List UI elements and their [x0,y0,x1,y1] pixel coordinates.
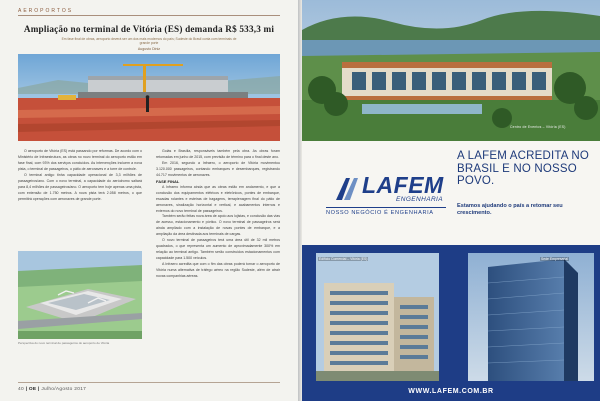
paragraph: A Infraero informa ainda que as obras estão em andamento, e que a conclusão dos equipamentos elétricos e eletrônicos, pontes de embarque, escadas rolantes e esteiras de bagagens, terraplenagem final do pátio de aeronaves, sinalização horizontal e vertical, e acabamentos internos e externos do novo terminal de passageiros. [156,184,280,213]
paragraph: O novo terminal de passageiros terá uma área útil de 32 mil metros quadrados, o que representa um aumento de aproximadamente 300% em relação ao terminal antigo. Também serão construídos estacionamentos com capacidade para 1.500 veículos. [156,238,280,261]
photo-caption: Centro de Eventos – Vitória (ES) [510,125,566,129]
page-number: 40 [18,387,24,392]
article-page [0,0,298,401]
article-column-1 [18,149,142,244]
section-label: AEROPORTOS [18,8,74,14]
paragraph: A Infraero acredita que com o fim das obras poderá tornar o aeroporto de Vitória numa alternativa de tráfego aéreo na região Sudeste, além de atrair novas companhias aéreas. [156,262,280,279]
image-caption: Perspectiva do novo terminal de passageiros do aeroporto de Vitória [18,341,110,345]
office-building-photo [316,253,439,381]
website-link[interactable]: WWW.LAFEM.COM.BR [408,388,494,395]
advertisement-page [302,0,600,401]
article-column-2 [156,149,280,389]
column-subhead: FASE FINAL [156,178,180,184]
article-headline: Ampliação no terminal de Vitória (ES) demanda R$ 533,3 mi [23,24,275,34]
paragraph: O terminal antigo tinha capacidade operacional de 3,3 milhões de passageiros/ano. Com o novo terminal, a capacidade do aeródromo saltará para 8,4 milhões de passageiros/ano. O aeroporto tem hoje apenas uma pista, com extensão de 1.750 metros. A nova pista terá 2.058 metros, o que permitirá operações com aeronaves de grande porte. [18,172,142,201]
paragraph: Também serão feitas nova área de apoio aos lojistas, e conclusão das vias de acesso, estacionamento e pórtico. O novo terminal de passageiros será ainda ampliado com a instalação de novas pontes de embarque, e a ampliação da área destinada aos terminais de cargas. [156,214,280,237]
photo-caption: Edifício Comercial – Vitória (ES) [319,257,368,261]
page-footer: 40 | OE | Julho/Agosto 2017 [18,387,87,392]
paragraph: Goiás e Brasília, responsáveis também pela obra. As obras foram retomadas em junho de 2015, com previsão de término para o final deste ano. [156,149,280,159]
lafem-logo-icon [332,174,362,204]
ad-headline: A LAFEM ACREDITA NO BRASIL E NO NOSSO POVO. [457,150,590,187]
terminal-render-image [18,251,142,339]
footer-rule [18,382,280,383]
photo-caption: Sede Empresarial [541,257,568,261]
logo-wordmark: LAFEM [362,172,444,198]
issue-date: Julho/Agosto 2017 [41,387,87,392]
logo-subtitle: ENGENHARIA [396,196,443,203]
article-subhead: Em fase final de obras, aeroporto deverá ser um dos mais modernos do país; Sudeste do Brasil conta com terminais de grande porte [61,37,237,46]
ad-tagline: Estamos ajudando o país a retomar seu crescimento. [457,203,563,216]
logo-tagline: NOSSO NEGÓCIO É ENGENHARIA [326,210,434,216]
article-byline: Augusto Diniz [137,47,161,51]
magazine-name: OE [28,387,37,392]
lafem-logo [326,168,446,224]
glass-tower-photo [468,253,594,381]
construction-site-photo [18,54,280,141]
section-rule [18,15,280,16]
paragraph: Em 2016, segundo a Infraero, o aeroporto de Vitória movimentou 3.120.000 passageiros, contando embarques e desembarques, registrando 44.717 movimentos de aeronaves. [156,160,280,177]
paragraph: O aeroporto de Vitória (ES) está passando por reformas. De acordo com o Ministério de Infraestrutura, as obras no novo terminal do aeroporto estão em fase final, com 93% dos serviços concluídos. As intervenções incluem a nova pista, o terminal de passageiros, o pátio de aeronaves e a torre de controle. [18,149,142,171]
resort-building-photo [302,0,600,141]
logo-rule [326,207,446,208]
